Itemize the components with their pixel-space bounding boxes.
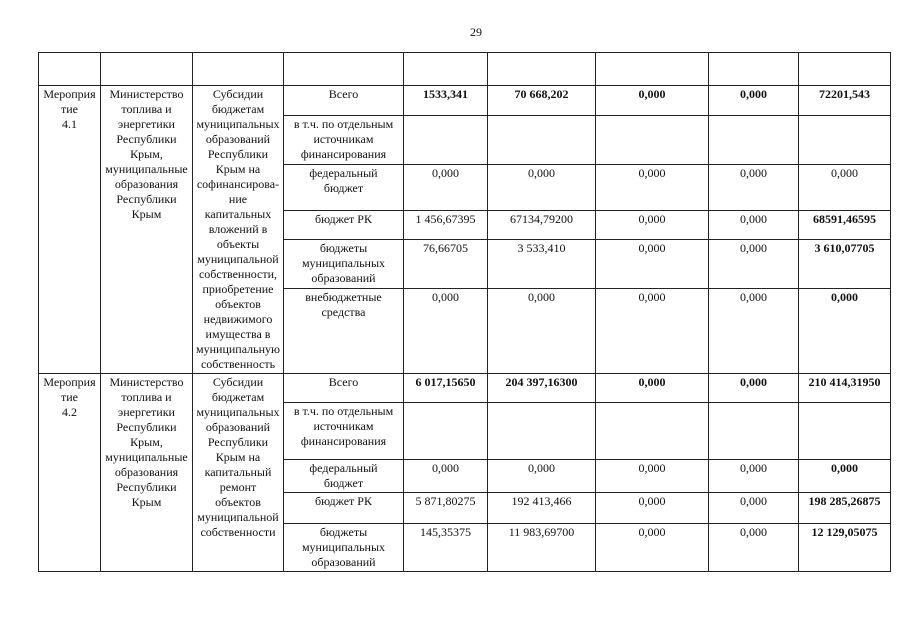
measure-line: тие <box>61 390 78 404</box>
amount-cell: 0,000 <box>404 289 488 374</box>
funding-source-line: средства <box>321 305 366 320</box>
amount-cell: 0,000 <box>709 86 799 116</box>
header-cell <box>193 53 284 86</box>
measure-line: Мероприя <box>43 375 96 389</box>
name-line: образований <box>205 420 271 434</box>
name-line: софинансирова- <box>196 177 280 191</box>
name-line: бюджетам <box>211 102 265 116</box>
name-line: собственность <box>200 357 276 371</box>
executor-line: муниципальные <box>105 450 188 464</box>
funding-source-line: в т.ч. по отдельным <box>293 116 394 131</box>
header-cell <box>596 53 709 86</box>
name-line: муниципальной <box>197 510 279 524</box>
header-cell <box>799 53 891 86</box>
name-line: капитальный <box>204 465 272 479</box>
name-line: ние <box>228 192 248 206</box>
executor-line: Министерство <box>109 375 184 389</box>
name-line: Субсидии <box>212 87 264 101</box>
amount-cell: 0,000 <box>596 210 709 240</box>
amount-cell <box>404 115 488 164</box>
amount-cell: 5 871,80275 <box>404 493 488 524</box>
amount-cell: 204 397,16300 <box>488 374 596 403</box>
executor-line: Республики <box>116 192 177 206</box>
funding-source-line: внебюджетные <box>305 290 382 305</box>
amount-cell: 0,000 <box>596 240 709 289</box>
executor-line: энергетики <box>118 117 175 131</box>
amount-cell <box>709 403 799 460</box>
funding-source-line: бюджет РК <box>315 211 372 226</box>
funding-source-cell <box>284 374 404 403</box>
name-line: приобретение <box>202 282 274 296</box>
funding-source-line: муниципальных <box>301 540 386 554</box>
funding-source-cell <box>284 115 404 164</box>
amount-cell: 0,000 <box>488 460 596 493</box>
amount-cell <box>596 115 709 164</box>
amount-cell: 11 983,69700 <box>488 524 596 572</box>
funding-source-line: Всего <box>328 375 359 389</box>
amount-cell: 3 533,410 <box>488 240 596 289</box>
header-cell <box>284 53 404 86</box>
name-line: вложений в <box>208 222 268 236</box>
amount-cell: 6 017,15650 <box>404 374 488 403</box>
amount-cell: 70 668,202 <box>488 86 596 116</box>
name-line: муниципальных <box>196 117 280 131</box>
executor-line: образования <box>114 177 179 191</box>
funding-source-line: бюджет <box>323 180 364 195</box>
amount-cell: 1533,341 <box>404 86 488 116</box>
amount-cell: 0,000 <box>709 524 799 572</box>
header-row <box>39 53 891 86</box>
amount-cell: 68591,46595 <box>799 210 891 240</box>
name-line: капитальных <box>204 207 272 221</box>
funding-source-cell <box>284 164 404 210</box>
header-cell <box>39 53 101 86</box>
executor-line: топлива и <box>121 390 172 404</box>
amount-cell: 0,000 <box>709 460 799 493</box>
amount-cell: 12 129,05075 <box>799 524 891 572</box>
amount-cell: 0,000 <box>404 164 488 210</box>
executor-line: Крым <box>131 207 162 221</box>
funding-source-cell <box>284 403 404 460</box>
funding-source-line: федеральный <box>309 165 378 180</box>
executor-line: Крым, <box>130 147 163 161</box>
amount-cell <box>799 115 891 164</box>
amount-cell: 0,000 <box>709 493 799 524</box>
amount-cell: 0,000 <box>596 460 709 493</box>
amount-cell: 3 610,07705 <box>799 240 891 289</box>
name-line: Республики <box>207 435 269 449</box>
header-cell <box>404 53 488 86</box>
amount-cell: 0,000 <box>488 289 596 374</box>
name-line: образований <box>205 132 271 146</box>
measure-name-cell <box>193 374 284 572</box>
executor-line: энергетики <box>118 405 175 419</box>
name-line: объектов <box>215 495 261 509</box>
name-line: муниципальной <box>197 252 279 266</box>
funding-source-line: муниципальных <box>301 256 386 271</box>
name-line: муниципальных <box>196 405 280 419</box>
funding-table <box>38 52 891 572</box>
executor-cell <box>101 86 193 374</box>
executor-line: Крым <box>131 495 162 509</box>
table-row <box>39 374 891 403</box>
funding-source-cell <box>284 460 404 493</box>
name-line: Крым на <box>215 450 261 464</box>
funding-source-cell <box>284 493 404 524</box>
amount-cell: 198 285,26875 <box>799 493 891 524</box>
funding-source-cell <box>284 86 404 116</box>
amount-cell <box>799 403 891 460</box>
amount-cell: 0,000 <box>799 289 891 374</box>
amount-cell: 67134,79200 <box>488 210 596 240</box>
amount-cell: 72201,543 <box>799 86 891 116</box>
amount-cell: 1 456,67395 <box>404 210 488 240</box>
amount-cell: 0,000 <box>596 86 709 116</box>
amount-cell: 0,000 <box>709 374 799 403</box>
name-line: Субсидии <box>212 375 264 389</box>
amount-cell: 0,000 <box>799 164 891 210</box>
name-line: собственности <box>200 525 276 539</box>
measure-line: Мероприя <box>43 87 96 101</box>
executor-line: Республики <box>116 480 177 494</box>
funding-source-line: источникам <box>313 419 374 433</box>
amount-cell: 0,000 <box>596 164 709 210</box>
name-line: Крым на <box>215 162 261 176</box>
funding-source-cell <box>284 240 404 289</box>
funding-source-line: образований <box>311 271 376 286</box>
funding-source-line: федеральный <box>309 461 378 475</box>
amount-cell: 0,000 <box>709 164 799 210</box>
measure-cell <box>39 374 101 572</box>
amount-cell: 76,66705 <box>404 240 488 289</box>
funding-source-line: бюджеты <box>319 241 368 256</box>
page-number: 29 <box>470 25 482 39</box>
executor-line: муниципальные <box>105 162 188 176</box>
name-line: муниципальную <box>196 342 280 356</box>
funding-source-line: финансирования <box>300 434 387 448</box>
measure-line: 4.2 <box>62 405 77 419</box>
amount-cell <box>488 403 596 460</box>
amount-cell: 192 413,466 <box>488 493 596 524</box>
executor-line: Республики <box>116 132 177 146</box>
amount-cell: 0,000 <box>596 374 709 403</box>
funding-source-line: источникам <box>313 131 374 146</box>
funding-source-line: образований <box>311 555 376 569</box>
executor-line: Министерство <box>109 87 184 101</box>
funding-source-line: бюджет РК <box>315 494 372 508</box>
amount-cell <box>596 403 709 460</box>
measure-line: 4.1 <box>62 117 77 131</box>
amount-cell: 0,000 <box>488 164 596 210</box>
amount-cell: 0,000 <box>799 460 891 493</box>
table-row <box>39 86 891 116</box>
funding-source-cell <box>284 210 404 240</box>
executor-cell <box>101 374 193 572</box>
header-cell <box>709 53 799 86</box>
name-line: ремонт <box>219 480 257 494</box>
amount-cell <box>488 115 596 164</box>
name-line: Республики <box>207 147 269 161</box>
amount-cell <box>404 403 488 460</box>
amount-cell: 0,000 <box>709 240 799 289</box>
name-line: объектов <box>215 297 261 311</box>
funding-source-cell <box>284 289 404 374</box>
name-line: имущества в <box>205 327 271 341</box>
measure-cell <box>39 86 101 374</box>
name-line: бюджетам <box>211 390 265 404</box>
executor-line: Республики <box>116 420 177 434</box>
measure-line: тие <box>61 102 78 116</box>
amount-cell: 0,000 <box>596 524 709 572</box>
funding-source-line: Всего <box>328 87 359 101</box>
amount-cell: 0,000 <box>709 210 799 240</box>
amount-cell: 0,000 <box>404 460 488 493</box>
executor-line: Крым, <box>130 435 163 449</box>
amount-cell: 145,35375 <box>404 524 488 572</box>
amount-cell: 0,000 <box>596 289 709 374</box>
executor-line: образования <box>114 465 179 479</box>
amount-cell: 0,000 <box>596 493 709 524</box>
name-line: собственности, <box>198 267 278 281</box>
amount-cell: 0,000 <box>709 289 799 374</box>
funding-source-line: бюджет <box>323 476 364 490</box>
measure-name-cell <box>193 86 284 374</box>
header-cell <box>488 53 596 86</box>
amount-cell <box>709 115 799 164</box>
name-line: недвижимого <box>203 312 273 326</box>
funding-source-line: финансирования <box>300 146 387 161</box>
funding-source-line: бюджеты <box>319 525 368 539</box>
amount-cell: 210 414,31950 <box>799 374 891 403</box>
header-cell <box>101 53 193 86</box>
funding-source-cell <box>284 524 404 572</box>
funding-source-line: в т.ч. по отдельным <box>293 404 394 418</box>
name-line: объекты <box>216 237 260 251</box>
executor-line: топлива и <box>121 102 172 116</box>
